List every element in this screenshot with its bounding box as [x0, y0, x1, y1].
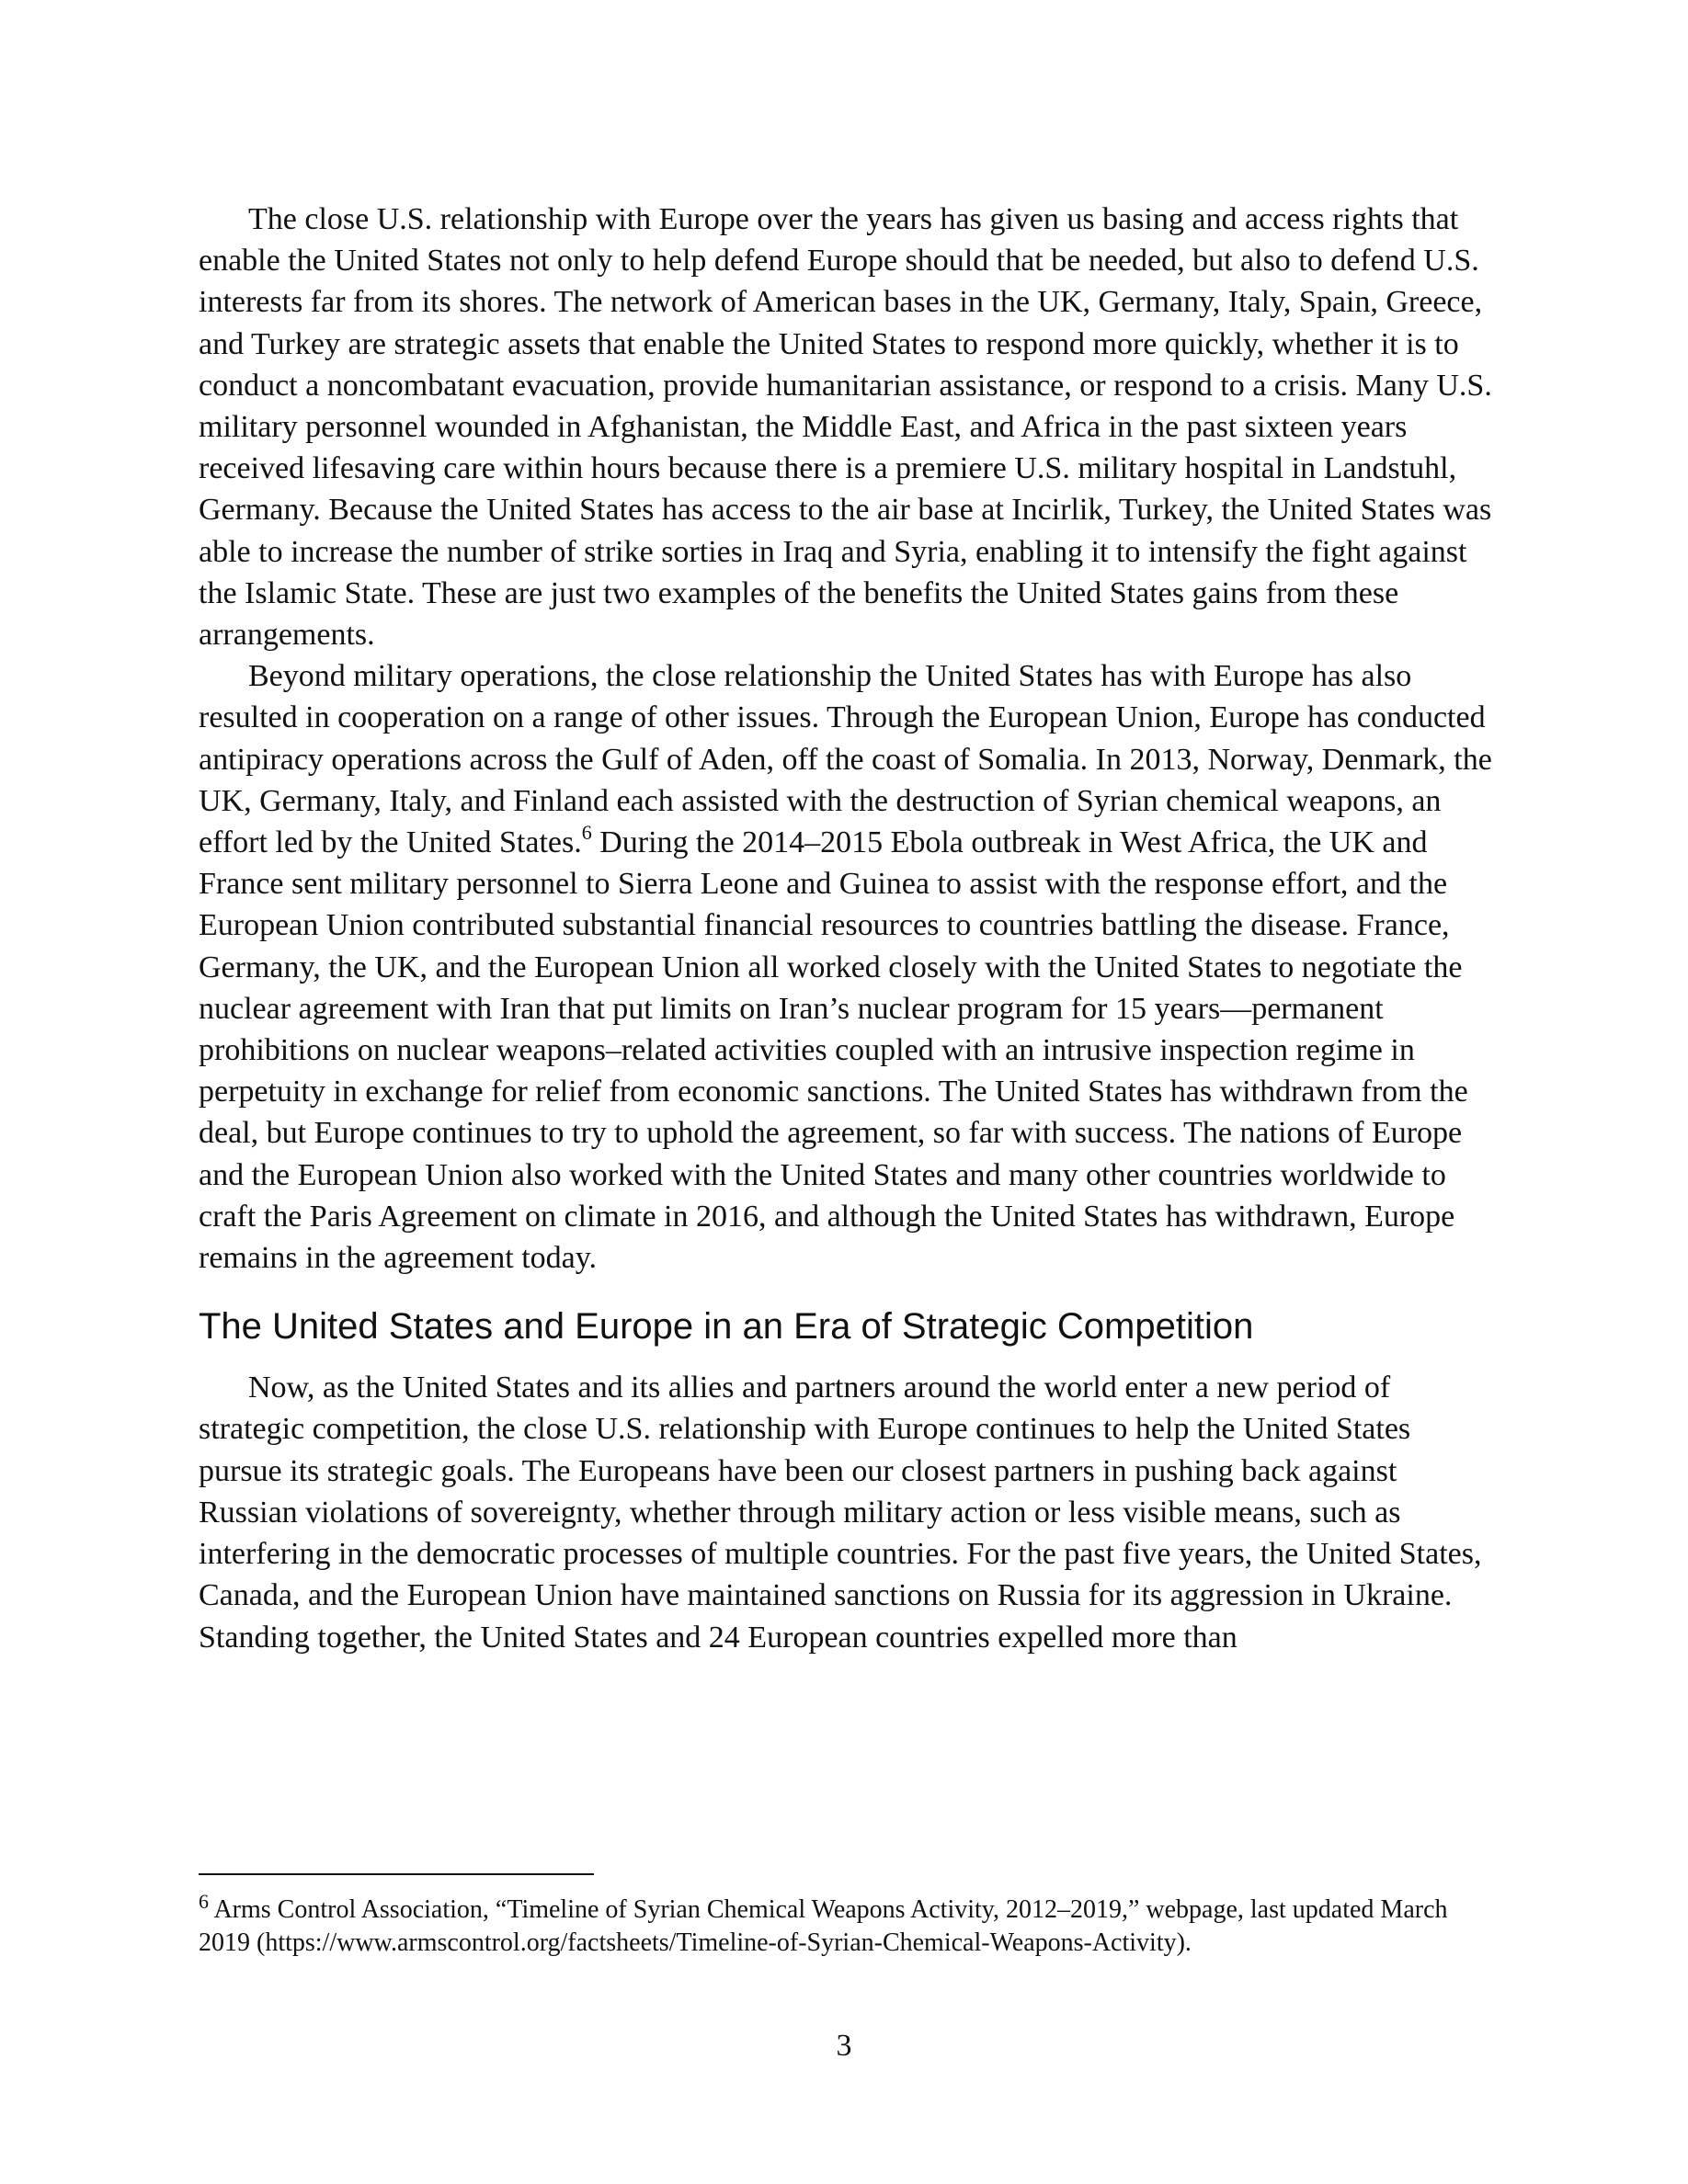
body-text: [199, 199, 1495, 1658]
paragraph-other-cooperation: [199, 655, 1495, 1279]
paragraph-basing-access: The close U.S. relationship with Europe over the years has given us basing and access rights that enable the United States not only to help defend Europe should that be needed, but also to defend U.S. interests far from its shores. The network of American bases in the UK, Germany, Italy, Spain, Greece, and Turkey are strategic assets that enable the United States to respond more quickly, whether it is to conduct a noncombatant evacuation, provide humanitarian assistance, or respond to a crisis. Many U.S. military personnel wounded in Afghanistan, the Middle East, and Africa in the past sixteen years received lifesaving care within hours because there is a premiere U.S. military hospital in Landstuhl, Germany. Because the United States has access to the air base at Incirlik, Turkey, the United States was able to increase the number of strike sorties in Iraq and Syria, enabling it to intensify the fight against the Islamic State. These are just two examples of the benefits the United States gains from these arrangements.: [199, 202, 1492, 653]
footnote-separator: [199, 1873, 594, 1875]
paragraph-text-after-note: During the 2014–2015 Ebola outbreak in West Africa, the UK and France sent military personnel to Sierra Leone and Guinea to assist with the response effort, and the European Union contributed substantial financial resources to countries battling the disease. France, Germany, the UK, and the European Union all worked closely with the United States to negotiate the nuclear agreement with Iran that put limits on Iran’s nuclear program for 15 years—permanent prohibitions on nuclear weapons–related activities coupled with an intrusive inspection regime in perpetuity in exchange for relief from economic sanctions. The United States has withdrawn from the deal, but Europe continues to try to uphold the agreement, so far with success. The nations of Europe and the European Union also worked with the United States and many other countries worldwide to craft the Paris Agreement on climate in 2016, and although the United States has withdrawn, Europe remains in the agreement today.: [199, 825, 1468, 1276]
footnote-text: Arms Control Association, “Timeline of Syrian Chemical Weapons Activity, 2012–2019,” webpage, last updated March 2019 (https://www.armscontrol.org/factsheets/Timeline-of-Syrian-Chemical-Weapons-Activity).: [199, 1895, 1448, 1957]
page-number: 3: [836, 2029, 852, 2063]
footnote: [199, 1890, 1495, 1960]
paragraph-strategic-competition: Now, as the United States and its allies and partners around the world enter a new period of strategic competition, the close U.S. relationship with Europe continues to help the United States pursue its strategic goals. The Europeans have been our closest partners in pushing back against Russian violations of sovereignty, whether through military action or less visible means, such as interfering in the democratic processes of multiple countries. For the past five years, the United States, Canada, and the European Union have maintained sanctions on Russia for its aggression in Ukraine. Standing together, the United States and 24 European countries expelled more than: [199, 1371, 1482, 1655]
section-heading: The United States and Europe in an Era of Strategic Competition: [199, 1306, 1254, 1348]
footnote-number: 6: [199, 1890, 209, 1913]
paragraph-text-before-note: Beyond military operations, the close relationship the United States has with Europe has also resulted in cooperation on a range of other issues. Through the European Union, Europe has conducted antipiracy operations across the Gulf of Aden, off the coast of Somalia. In 2013, Norway, Denmark, the UK, Germany, Italy, and Finland each assisted with the destruction of Syrian chemical weapons, an effort led by the United States.: [199, 659, 1492, 860]
footnote-reference: 6: [581, 821, 592, 845]
